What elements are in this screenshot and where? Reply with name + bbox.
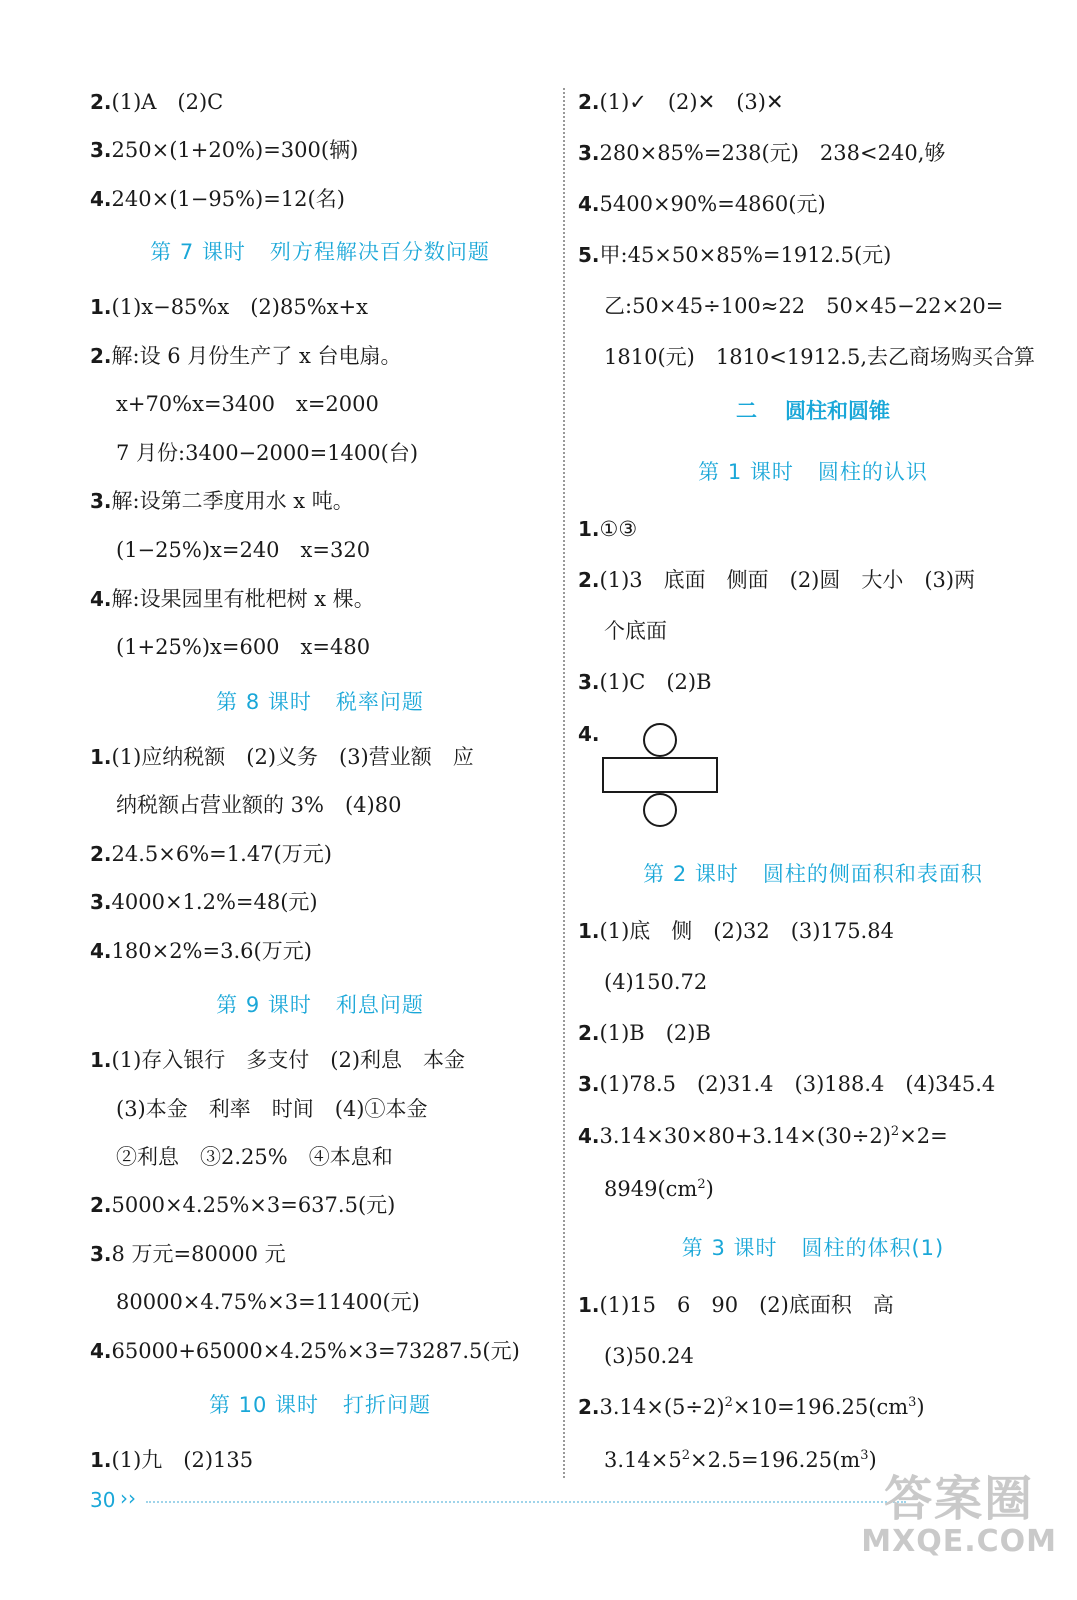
answer-line: 80000×4.75%×3=11400(元) — [116, 1290, 420, 1314]
answer-line: (1+25%)x=600 x=480 — [116, 635, 371, 659]
lesson-heading: 第 2 课时 圆柱的侧面积和表面积 — [643, 862, 983, 886]
answer-line: 4.解:设果园里有枇杷树 x 棵。 — [90, 587, 375, 611]
watermark-logo-text: 答案圈 — [884, 1471, 1035, 1527]
answer-line: 5.甲:45×50×85%=1912.5(元) — [578, 243, 892, 267]
cylinder-net-diagram — [600, 722, 720, 830]
lesson-heading: 第 7 课时 列方程解决百分数问题 — [150, 240, 490, 264]
answer-line: 1810(元) 1810<1912.5,去乙商场购买合算 — [604, 345, 1036, 369]
answer-line: 1.(1)九 (2)135 — [90, 1448, 254, 1472]
answer-line: (1−25%)x=240 x=320 — [116, 538, 371, 562]
answer-line: x+70%x=3400 x=2000 — [116, 392, 379, 416]
answer-line: (4)150.72 — [604, 970, 708, 994]
lesson-heading: 第 9 课时 利息问题 — [216, 993, 424, 1017]
answer-line: 2.24.5×6%=1.47(万元) — [90, 842, 332, 866]
answer-line: $4.3.14\times 30\times 80+3.14\times(30\div 2)^2\times 2=$ — [578, 1124, 948, 1148]
answer-line: 1.(1)底 侧 (2)32 (3)175.84 — [578, 919, 894, 943]
bottom-base-circle — [644, 794, 676, 826]
answer-line: 个底面 — [604, 619, 667, 643]
answer-line: 2.(1)✓ (2)✕ (3)✕ — [578, 90, 784, 114]
answer-line: 1.(1)15 6 90 (2)底面积 高 — [578, 1293, 894, 1317]
chapter-heading: 二 圆柱和圆锥 — [736, 399, 890, 423]
lateral-rectangle — [603, 758, 717, 792]
lesson-heading: 第 10 课时 打折问题 — [208, 1393, 432, 1417]
answer-line: ②利息 ③2.25% ④本息和 — [116, 1145, 393, 1169]
answer-line: 1.①③ — [578, 517, 638, 541]
answer-line: 1.(1)应纳税额 (2)义务 (3)营业额 应 — [90, 745, 474, 769]
answer-line: 3.(1)78.5 (2)31.4 (3)188.4 (4)345.4 — [578, 1072, 996, 1096]
answer-line: 3.(1)C (2)B — [578, 670, 712, 694]
answer-line: 1.(1)存入银行 多支付 (2)利息 本金 — [90, 1048, 466, 1072]
answer-line: 乙:50×45÷100≈22 50×45−22×20= — [604, 294, 1004, 318]
answer-line: 3.8 万元=80000 元 — [90, 1242, 286, 1266]
page-number: 30 — [90, 1488, 116, 1512]
double-chevron-right-icon: ›› — [120, 1486, 136, 1510]
lesson-heading: 第 3 课时 圆柱的体积(1) — [681, 1236, 945, 1260]
answer-line: 3.250×(1+20%)=300(辆) — [90, 138, 359, 162]
answer-line: (3)本金 利率 时间 (4)①本金 — [116, 1097, 428, 1121]
answer-line: $2.3.14\times(5\div 2)^2\times 10=196.25(cm^3)$ — [578, 1395, 925, 1419]
column-divider — [563, 88, 565, 1478]
answer-line: 2.(1)B (2)B — [578, 1021, 711, 1045]
answer-line: 3.解:设第二季度用水 x 吨。 — [90, 489, 354, 513]
answer-line: 4.240×(1−95%)=12(名) — [90, 187, 345, 211]
answer-line: 纳税额占营业额的 3% (4)80 — [116, 793, 402, 817]
answer-line: (3)50.24 — [604, 1344, 694, 1368]
answer-line: 4.180×2%=3.6(万元) — [90, 939, 312, 963]
lesson-heading: 第 1 课时 圆柱的认识 — [698, 460, 928, 484]
answer-line: 2.(1)A (2)C — [90, 90, 224, 114]
answer-line: 4. — [578, 722, 600, 746]
footer-dotted-rule — [146, 1501, 906, 1503]
lesson-heading: 第 8 课时 税率问题 — [216, 690, 424, 714]
site-watermark — [861, 1472, 1057, 1558]
answer-line: 2.解:设 6 月份生产了 x 台电扇。 — [90, 344, 402, 368]
answer-line: 7 月份:3400−2000=1400(台) — [116, 441, 419, 465]
top-base-circle — [644, 724, 676, 756]
answer-line: 3.4000×1.2%=48(元) — [90, 890, 318, 914]
answer-line: 3.280×85%=238(元) 238<240,够 — [578, 141, 946, 165]
answer-line: 2.5000×4.25%×3=637.5(元) — [90, 1193, 396, 1217]
watermark-site-text: MXQE.COM — [861, 1524, 1057, 1559]
answer-line: $8949(cm^2)$ — [604, 1177, 714, 1201]
answer-line: 4.5400×90%=4860(元) — [578, 192, 826, 216]
answer-line: $3.14\times 5^2\times 2.5=196.25(m^3)$ — [604, 1448, 877, 1472]
answer-line: 2.(1)3 底面 侧面 (2)圆 大小 (3)两 — [578, 568, 976, 592]
answer-line: 4.65000+65000×4.25%×3=73287.5(元) — [90, 1339, 520, 1363]
answer-line: 1.(1)x−85%x (2)85%x+x — [90, 295, 368, 319]
